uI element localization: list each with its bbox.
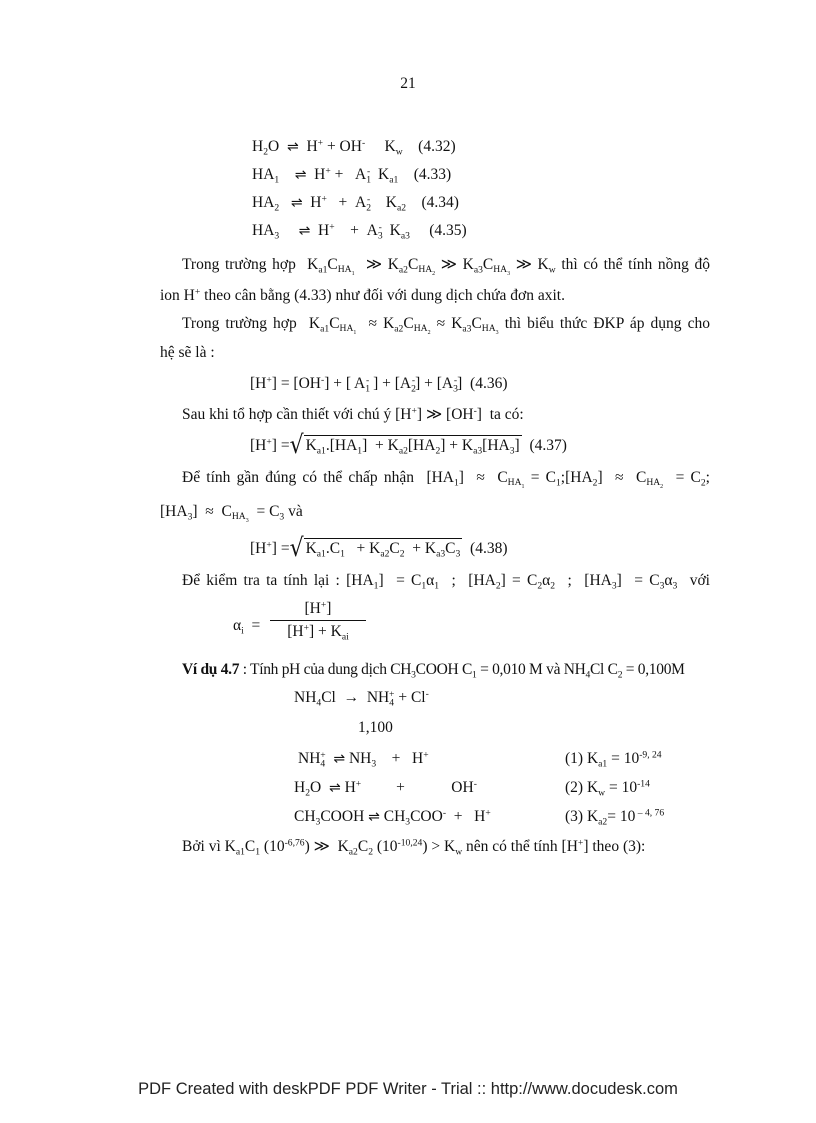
example-text: COOH C: [415, 661, 473, 678]
paragraph-text: thì có thể tính nồng độ: [561, 256, 711, 273]
reaction-dissociation: $NH_4Cl \to NH_4^+ + Cl^-$: [294, 688, 429, 709]
constant-label: (2) K: [565, 779, 599, 796]
example-text: = 0,010 M và NH: [476, 661, 586, 678]
example-text: : Tính pH của dung dịch CH: [239, 661, 412, 678]
constant-exponent: -9, 24: [639, 749, 662, 761]
paragraph-2-line-2: hệ sẽ là :: [160, 344, 215, 361]
fraction-bar: [270, 620, 366, 621]
example-heading: Ví dụ 4.7 : Tính pH của dung dịch $CH_3COOH$ $C_1 = 0,010$ M và $NH_4Cl$ $C_2 = 0,100M$: [182, 661, 685, 681]
equation-number: (4.36): [470, 375, 508, 392]
paragraph-text: Để kiểm tra ta tính lại :: [182, 572, 340, 589]
equation-4-36: [H+] = [OH-] + [ $A_1^-$ ] + $[A_2^-] + [A_3^-]$ (4.36): [250, 374, 508, 395]
alpha-formula-lhs: $\alpha_i$ =: [233, 617, 261, 637]
equation-4-34: $HA_2$ ⇌ $H^+ + A_2^-$ $K_{a2}$ (4.34): [252, 193, 459, 214]
equation-number: (4.37): [529, 437, 567, 454]
paragraph-text: Trong trường hợp: [182, 256, 296, 273]
paragraph-text: và: [288, 503, 303, 520]
reaction-3: $CH_3COOH$ ⇌ $CH_3COO^- + H^+$: [294, 807, 491, 828]
equation-4-33: $HA_1$ ⇌ $H^+ + A_1^-$ $K_{a1}$ (4.33): [252, 165, 452, 186]
paragraph-text: Bởi vì K: [182, 838, 236, 855]
constant-label: (3) K: [565, 808, 599, 825]
equation-number: (4.35): [429, 222, 467, 239]
example-text: = 0,100M: [622, 661, 685, 678]
paragraph-3: Sau khi tổ hợp cần thiết với chú ý [H+] ≫ [OH-] ta có:: [182, 405, 524, 423]
paragraph-text: Trong trường hợp: [182, 315, 297, 332]
equation-4-37: [H+] =√ $K_{a1}.[HA_1] + K_{a2}[HA_2] + K_{a3}[HA_3]$ (4.37): [250, 431, 567, 460]
example-label: Ví dụ 4.7: [182, 661, 240, 678]
paragraph-text: với: [689, 572, 710, 589]
reaction-1: $NH_4^+$ ⇌ $NH_3$ + H+: [298, 749, 429, 770]
concentration-value: 1,100: [358, 719, 393, 736]
paragraph-text: ] theo (3):: [583, 838, 646, 855]
fraction-numerator: [H+]: [304, 599, 332, 617]
alpha-fraction: [270, 600, 366, 641]
example-text: Cl C: [590, 661, 618, 678]
paragraph-text: Để tính gần đúng có thể chấp nhận: [182, 469, 415, 486]
paragraph-4-line-2: $[HA_3] \approx C_{HA_3} = C_3$ và: [160, 503, 303, 525]
reaction-2-constant: (2) $K_w = 10^{-14}$: [565, 778, 650, 799]
paragraph-2: Trong trường hợp $K_{a1}C_{HA_1} \approx K_{a2}C_{HA_2} \approx K_{a3}C_{HA_3}$ thì biểu thức ĐKP áp dụng cho: [182, 315, 710, 337]
paragraph-text: Sau khi tổ hợp cần thiết với chú ý: [182, 406, 392, 423]
pdf-watermark-footer: PDF Created with deskPDF PDF Writer - Trial :: http://www.docudesk.com: [138, 1080, 678, 1098]
equation-number: (4.33): [413, 166, 452, 183]
reaction-2: $H_2O$ ⇌ H+ + OH-: [294, 778, 477, 799]
paragraph-text: nên có thể tính [H: [462, 838, 578, 855]
equation-number: (4.38): [470, 540, 508, 557]
final-statement: Bởi vì $K_{a1}C_1$ $(10^{-6,76})$ ≫ $K_{a2}C_2$ $(10^{-10,24}) > K_w$ nên có thể tính [H+] theo (3):: [182, 837, 646, 858]
constant-exponent: – 4, 76: [635, 807, 665, 819]
constant-exponent: -14: [637, 778, 650, 790]
paragraph-5: Để kiểm tra ta tính lại : $[HA_1] = C_1\alpha_1$ ; $[HA_2] = C_2\alpha_2$ ; $[HA_3] = C_3\alpha_3$ với: [182, 572, 710, 592]
paragraph-4: Để tính gần đúng có thể chấp nhận $[HA_1] \approx C_{HA_1}$ = $C_1;[HA_2] \approx C_{HA_2} = C_2$;: [182, 469, 710, 491]
exponent: -10,24: [397, 837, 423, 849]
reaction-3-constant: (3) $K_{a2}= 10$ $^{- 4, 76}$: [565, 807, 665, 828]
paragraph-text: theo cân bằng (4.33) như đối với dung dịch chứa đơn axit.: [200, 287, 565, 304]
equation-number: (4.34): [421, 194, 459, 211]
equation-4-32: $H_2O$ ⇌ H+ + OH- $K_w$ (4.32): [252, 137, 456, 158]
paragraph-text: thì biểu thức ĐKP áp dụng cho: [504, 315, 710, 332]
equation-number: (4.32): [418, 138, 456, 155]
paragraph-1-line-2: ion H+ theo cân bằng (4.33) như đối với dung dịch chứa đơn axit.: [160, 286, 565, 304]
exponent: -6,76: [284, 837, 305, 849]
paragraph-1: Trong trường hợp $K_{a1}C_{HA_1}$ ≫ $K_{a2}C_{HA_2}$ ≫ $K_{a3}C_{HA_3}$ ≫ $K_w$ thì có thể tính nồng độ: [182, 256, 711, 278]
reaction-1-constant: (1) $K_{a1} = 10^{-9, 24}$: [565, 749, 662, 770]
paragraph-text: ion H: [160, 287, 195, 304]
page-number: 21: [400, 75, 416, 92]
constant-label: (1) K: [565, 750, 599, 767]
equation-4-35: $HA_3$ ⇌ H+ + $A_3^-$ $K_{a3}$ (4.35): [252, 221, 467, 242]
paragraph-text: ta có:: [489, 406, 524, 423]
equation-4-38: [H+] =√ $K_{a1}.C_1 + K_{a2}C_2 + K_{a3}C_3$ (4.38): [250, 534, 508, 563]
fraction-denominator: $[H^+] + K_{ai}$: [287, 622, 349, 643]
